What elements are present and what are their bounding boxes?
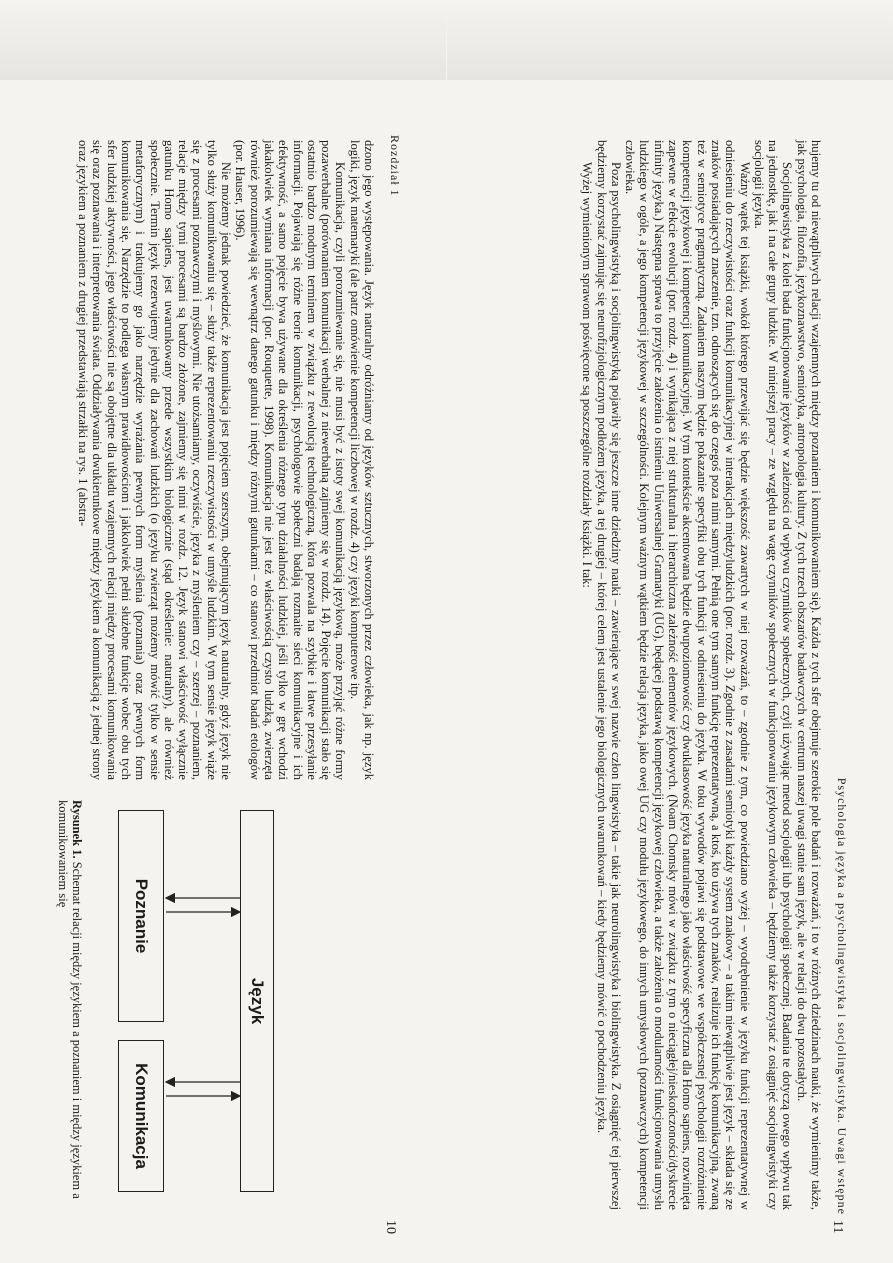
scan-shadow: [0, 0, 446, 80]
scan-shadow: [447, 0, 893, 80]
left-text-column: [76, 140, 376, 780]
right-page: [447, 0, 893, 1263]
paragraph: Poza psycholingwistyką i socjolingwistyką pojawiły się jeszcze inne dziedziny nauki – zawierające w swej nazwie człon lingwistyka – takie jak neurolingwistyka i biolingwistyka. Z osiągnięć tej pierwszej będziemy korzystać zajmując się neurofizjologicznym podłożem języka, a tej drugiej – której celem jest ustalenie jego biologicznych uwarunkowań – kiedy będziemy mówić o pochodzeniu języka.: [594, 140, 623, 1210]
right-text-column: [580, 140, 823, 1210]
caption-label: Rysunek 1.: [70, 800, 84, 859]
box-communication: Komunikacja: [118, 1040, 164, 1192]
running-head-right: Psychologia języka a psycholingwistyka i socjolingwistyka. Uwagi wstępne: [835, 777, 849, 1215]
running-head-left: Rozdział 1: [388, 135, 402, 197]
paragraph: Nie możemy jednak powiedzieć, że komunikacja jest pojęciem szerszym, obejmującym język naturalny, gdyż język nie tylko służy komunikowaniu się – służy także reprezentowaniu rzeczywistości w umyśle ludzkim. W tym sensie język wiąże się z procesami poznawczymi i myślowymi. Nie utożsamiamy, oczywiście, języka z myśleniem czy – szerzej – poznaniem, relacje między tymi procesami są bardzo złożone, zajmiemy się nimi w rozdz. 12. Język stanowi właściwość wyłącznie gatunku Homo sapiens, jest uwarunkowany przede wszystkim biologicznie (stąd określenie: naturalny), ale również społecznie. Termin język rezerwujemy jedynie dla zachowań ludzkich (o języku zwierząt możemy mówić tylko w sensie metaforycznym) i traktujemy go jako narzędzie wyrażania pewnych form myślenia (poznania) oraz pewnych form komunikowania się. Narzędzie to podlega własnym prawidłowościom i jakkolwiek pełni służebne funkcje wobec obu tych sfer ludzkiej aktywności, jego właściwości nie są obojętne dla układu wzajemnych relacji między procesami komunikowania się oraz poznawania i interpretowania świata. Oddziaływania dwukierunkowe między językiem a komunikacją z jednej strony oraz językiem a poznaniem z drugiej przedstawiają strzałki na rys. 1 (abstra-: [76, 140, 234, 780]
figure-diagram: [40, 790, 370, 1210]
page-number-right: 11: [830, 1220, 845, 1234]
paragraph: Socjolingwistyka z kolei bada funkcjonowanie języków w zależności od wpływu czynników społecznych, czyli używając metod socjologii lub psychologii społecznej. Badania te dotyczą owego wpływu tak na jednostkę, jak i na całe grupy ludzkie. W niniejszej pracy – ze względu na wagę czynników społecznych w funkcjonowaniu językowym człowieka – będziemy także korzystać z osiągnięć socjolingwistyki czy socjologii języka.: [751, 140, 795, 1210]
paragraph: Ważny wątek tej książki, wokół którego przewijać się będzie większość zawartych w niej rozważań, to – zgodnie z tym, co powiedziano wyżej – wyodrębnienie w języku funkcji reprezentatywnej w odniesieniu do rzeczywistości oraz funkcji komunikacyjnej w interakcjach międzyludzkich (por. rozdz. 3). Zgodnie z zasadami semiotyki każdy system znakowy – a takim niewątpliwie jest język – składa się ze znaków posiadających znaczenie, tzn. odnoszących się do czegoś poza nimi samymi. Pełnią one tym samym funkcję reprezentatywną, a ktoś, kto używa tych znaków, realizuje ich funkcję komunikacyjną, zwaną też w semiotyce pragmatyczną. Zadaniem naszym będzie pokazanie specyfiki obu tych funkcji w odniesieniu do języka. W toku wywodów pojawi się podstawowe we współczesnej psychologii rozróżnienie kompetencji językowej i kompetencji komunikacyjnej. W tym kontekście akcentowana będzie dwupoziomowość czy dwuklasowość języka naturalnego jako właściwość specyficzna dla Homo sapiens, rozwinięta zapewne w efekcie ewolucji (por. rozdz. 4) i wynikająca z niej strukturalna i hierarchiczna zależność elementów językowych. (Noam Chomsky mówi w związku z tym o nieciągłej/nieskończoności/dyskrecie infinity języka.) Następna sprawa to przyjęcie założenia o istnieniu Uniwersalnej Gramatyki (UG), będącej podstawą kompetencji językowej człowieka, a także założenia o modularności funkcjonowania umysłu ludzkiego w ogóle, a jego kompetencji językowej w szczególności. Kolejnym ważnym wątkiem będzie relacja języka, jako owej UG czy modułu językowego, do innych umysłowych (poznawczych) kompetencji człowieka.: [623, 140, 752, 1210]
box-language: Język: [240, 810, 274, 1192]
figure-caption: [56, 800, 84, 1200]
page-number-left: 10: [383, 1220, 398, 1234]
paragraph: dzono jego występowania. Język naturalny odróżniamy od języków sztucznych, stworzonych przez człowieka, jak np. język logiki, język matematyki (ale patrz omówienie kompetencji liczbowej w rozdz. 4) czy języki komputerowe itp.: [347, 140, 376, 780]
box-cognition: Poznanie: [118, 810, 164, 1022]
figure-arrows: [70, 790, 370, 1210]
left-page: [0, 0, 446, 1263]
paragraph: Komunikacja, czyli porozumiewanie się, nie musi być z istoty swej komunikacją językową, może przyjąć różne formy pozawerbalne (porównaniem komunikacji werbalnej z niewerbalną zajmiemy się w rozdz. 14). Pojęcie komunikacji stało się ostatnio bardzo modnym terminem w związku z rewolucją technologiczną, która pozwala na szybkie i łatwe przesyłanie informacji. Pojawiają się różne teorie komunikacji, psychologowie społeczni badają rozmaite sieci komunikacyjne i ich efektywność, a samo pojęcie bywa używane dla określenia różnego typu działalności ludzkiej, jeśli tylko w grę wchodzi jakakolwiek wymiana informacji (por. Rouquette, 1998). Komunikacja nie jest też właściwością czysto ludzką, zwierzęta również porozumiewają się wewnątrz danego gatunku i między różnymi gatunkami – co stanowi przedmiot badań etologów (por. Hauser, 1996).: [233, 140, 348, 780]
paragraph: Wyżej wymienionym sprawom poświęcone są poszczególne rozdziały książki. I tak:: [580, 162, 595, 588]
paragraph: hujemy tu od niewątpliwych relacji wzajemnych między poznaniem i komunikowaniem się). Każda z tych sfer obejmuje szerokie pole badań i rozważań, i to w różnych dziedzinach nauki, że wymienimy także, jak psychologia, filozofia, językoznawstwo, semiotyka, antropologia kultury. Z tych trzech obszarów badawczych w centrum naszej uwagi stanie sam język, ale w relacji do dwu pozostałych.: [794, 140, 823, 1210]
caption-text: Schemat relacji między językiem a poznaniem i między językiem a komunikowaniem się: [56, 800, 84, 1199]
